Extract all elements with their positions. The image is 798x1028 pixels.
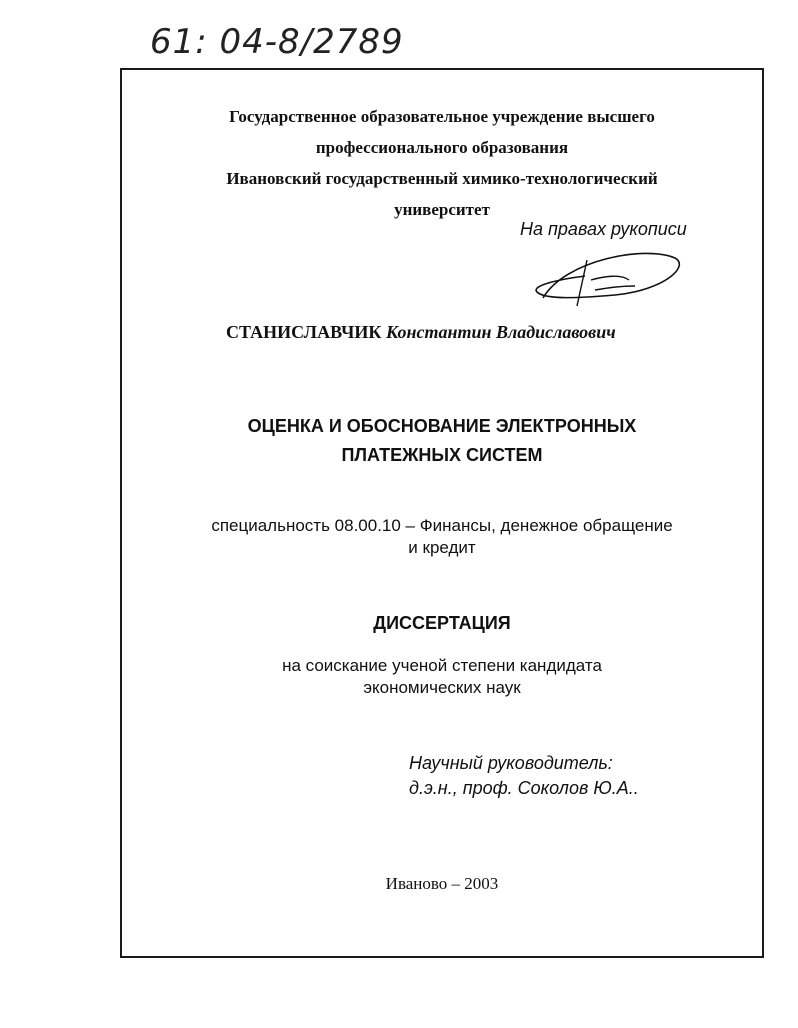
supervisor-name: д.э.н., проф. Соколов Ю.А.. — [409, 778, 639, 798]
city-year: Иваново – 2003 — [385, 874, 499, 893]
specialty — [120, 515, 764, 559]
institution-line-2: профессионального образования — [315, 138, 569, 157]
degree-line-1: на соискание ученой степени кандидата — [282, 656, 602, 675]
specialty-line-2: и кредит — [408, 538, 476, 557]
institution-line-1: Государственное образовательное учреждение высшего — [229, 107, 655, 126]
author-surname: СТАНИСЛАВЧИК — [226, 322, 382, 342]
degree-line-2: экономических наук — [363, 678, 521, 697]
institution-block — [120, 101, 764, 225]
specialty-line-1: специальность 08.00.10 – Финансы, денежное обращение — [211, 516, 673, 535]
author — [226, 322, 616, 343]
archive-code: 61: 04-8/2789 — [150, 22, 404, 62]
institution-line-4: университет — [394, 200, 490, 219]
dissertation-title — [120, 412, 764, 470]
rights-note: На правах рукописи — [520, 219, 687, 239]
supervisor — [409, 751, 639, 801]
signature — [525, 240, 695, 310]
title-line-1: ОЦЕНКА И ОБОСНОВАНИЕ ЭЛЕКТРОННЫХ — [247, 416, 637, 436]
title-line-2: ПЛАТЕЖНЫХ СИСТЕМ — [341, 445, 543, 465]
author-given-names: Константин Владиславович — [385, 322, 616, 342]
institution-line-3: Ивановский государственный химико-технологический — [226, 169, 658, 188]
supervisor-label: Научный руководитель: — [409, 753, 613, 773]
degree — [120, 655, 764, 699]
doc-type: ДИССЕРТАЦИЯ — [373, 613, 511, 633]
